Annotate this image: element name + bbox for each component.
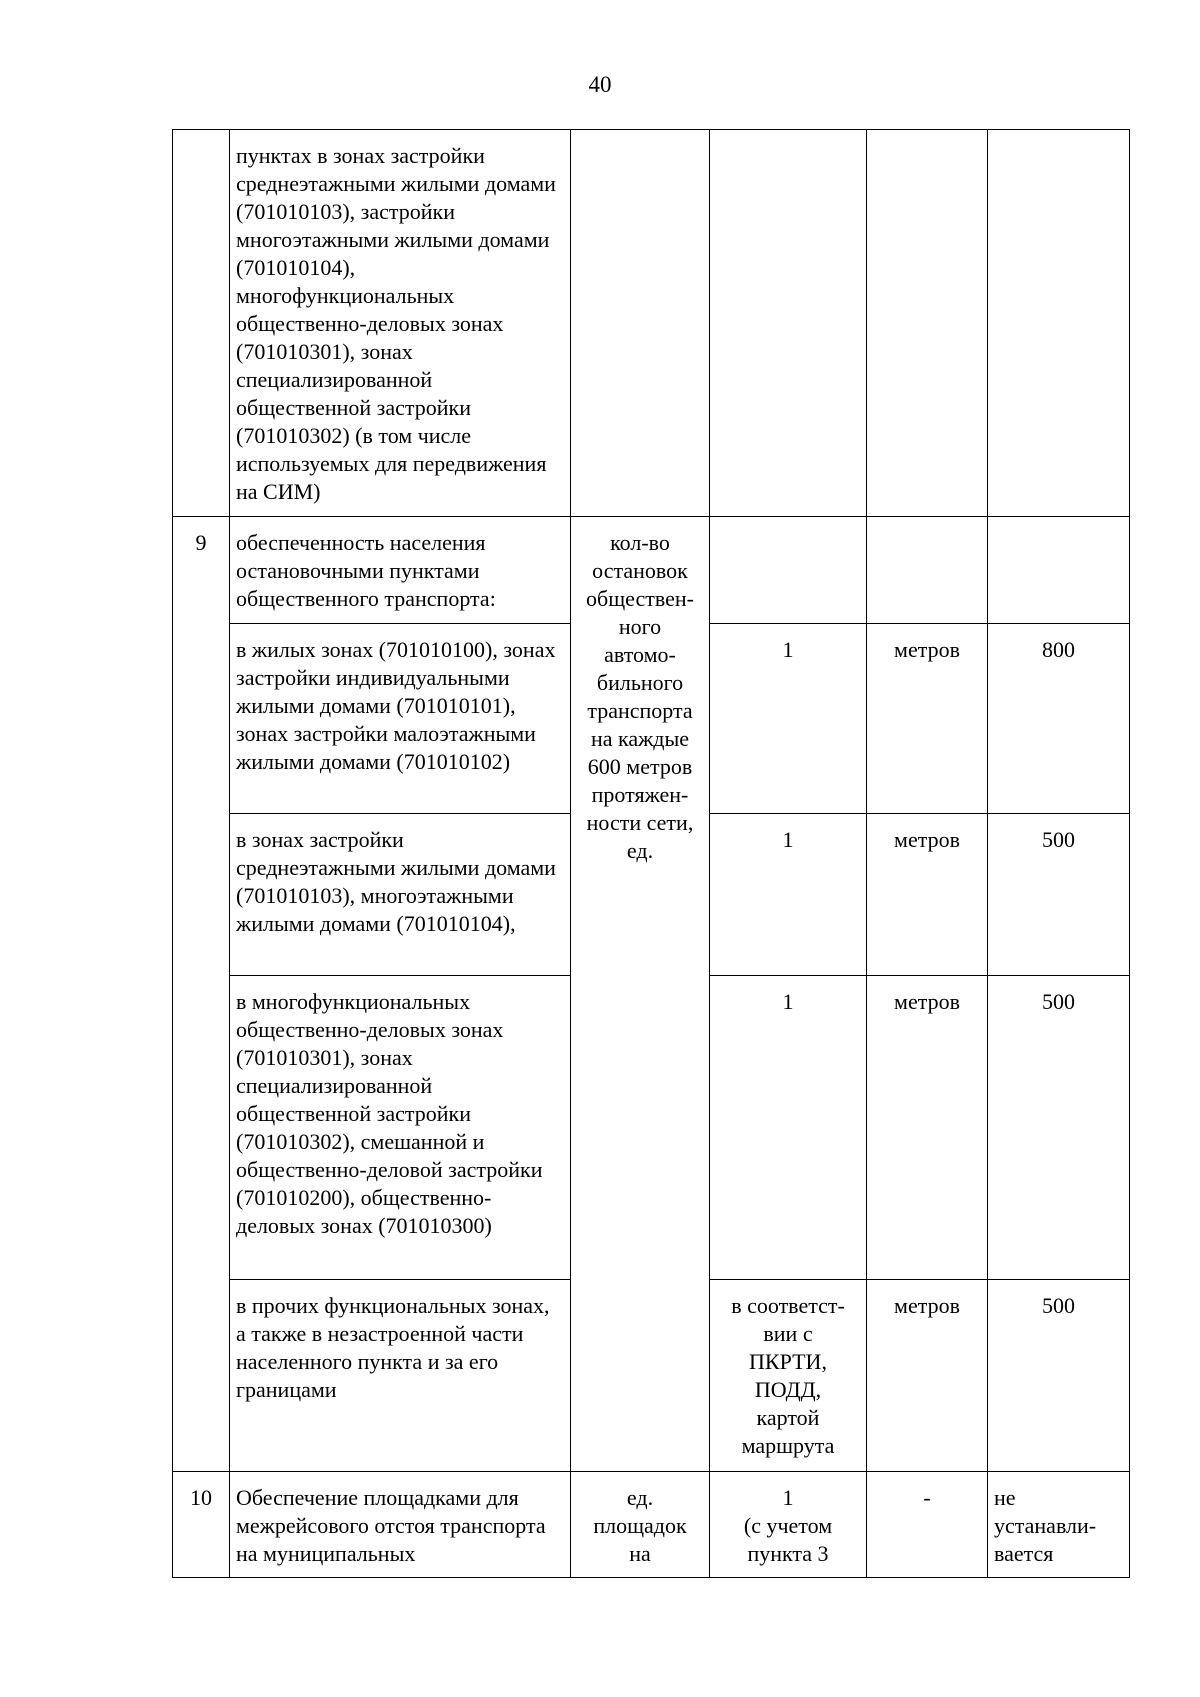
limit-cell: 500 [988,1280,1130,1472]
value-cell: 1 [710,624,867,814]
unit2-cell: метров [867,976,988,1280]
unit2-cell [867,130,988,517]
table-row [173,517,1130,624]
unit-cell: ед. площадок на [571,1472,710,1578]
indicator-cell: Обеспечение площадками для межрейсового отстоя транспорта на муниципальных [230,1472,571,1578]
table-row [173,130,1130,517]
indicator-cell: в жилых зонах (701010100), зонах застройки индивидуальными жилыми домами (701010101), зонах застройки малоэтажными жилыми домами (701010102) [230,624,571,814]
indicator-cell: пунктах в зонах застройки среднеэтажными жилыми домами (701010103), застройки многоэтажными жилыми домами (701010104), многофункциональных общественно-деловых зонах (701010301), зонах специализированной общественной застройки (701010302) (в том числе используемых для передвижения на СИМ) [230,130,571,517]
limit-cell [988,130,1130,517]
row-number-cell [173,130,230,517]
value-cell [710,130,867,517]
value-cell [710,517,867,624]
unit-cell: кол-во остановок обществен- ного автомо- бильного транспорта на каждые 600 метров протяжен- ности сети, ед. [571,517,710,1472]
value-cell: 1 [710,976,867,1280]
row-number-cell: 10 [173,1472,230,1578]
value-cell: 1 [710,814,867,976]
limit-cell: 500 [988,976,1130,1280]
unit2-cell: метров [867,624,988,814]
unit-cell [571,130,710,517]
unit2-cell [867,517,988,624]
standards-table [172,129,1130,1578]
value-cell: в соответст- вии с ПКРТИ, ПОДД, картой маршрута [710,1280,867,1472]
limit-cell: 500 [988,814,1130,976]
unit2-cell: метров [867,1280,988,1472]
limit-cell [988,517,1130,624]
row-number-cell: 9 [173,517,230,1472]
page-number: 40 [588,72,612,97]
value-cell: 1 (с учетом пункта 3 [710,1472,867,1578]
indicator-cell: в зонах застройки среднеэтажными жилыми домами (701010103), многоэтажными жилыми домами (701010104), [230,814,571,976]
indicator-cell: в многофункциональных общественно-деловых зонах (701010301), зонах специализированной общественной застройки (701010302), смешанной и общественно-деловой застройки (701010200), общественно-деловых зонах (701010300) [230,976,571,1280]
table-row [173,1472,1130,1578]
limit-cell: не устанавли- вается [988,1472,1130,1578]
unit2-cell: - [867,1472,988,1578]
indicator-cell: обеспеченность населения остановочными пунктами общественного транспорта: [230,517,571,624]
unit2-cell: метров [867,814,988,976]
limit-cell: 800 [988,624,1130,814]
indicator-cell: в прочих функциональных зонах, а также в незастроенной части населенного пункта и за его границами [230,1280,571,1472]
